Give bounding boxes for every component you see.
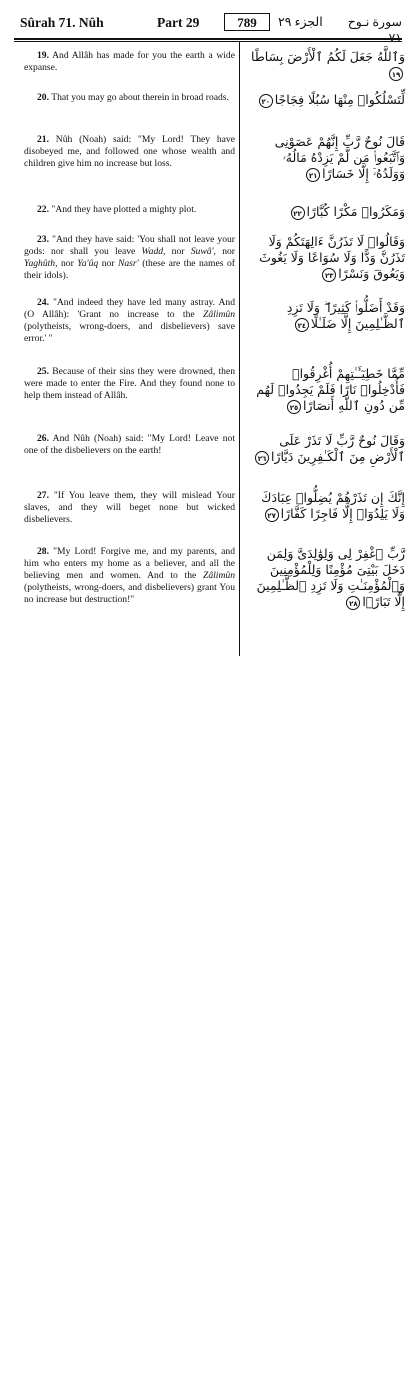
surah-title: Sûrah 71. Nûh [20,15,104,30]
arabic-juz-label: الجزء ٢٩ [278,15,323,29]
verse-english: 21. Nûh (Noah) said: "My Lord! They have disobeyed me, and followed one whose wealth and children give him no increase but loss. [24,134,235,169]
header-rule-thin [14,41,402,42]
ayah-number-marker: ٢٤ [295,318,309,332]
verse-english: 24. "And indeed they have led many astray. And (O Allâh): 'Grant no increase to the Zâlimûn (polytheists, wrong-doers, and disbelievers) save error.' " [24,297,235,344]
verse-arabic: إِنَّكَ إِن تَذَرْهُمْ يُضِلُّوا۟ عِبَادَكَ وَلَا يَلِدُوٓا۟ إِلَّا فَاجِرًا كَفَّارًا٢٧ [261,490,405,521]
ayah-number-marker: ٢٧ [265,508,279,522]
ayah-number-marker: ٢١ [306,168,320,182]
verse-english: 22. "And they have plotted a mighty plot. [37,204,197,215]
arabic-surah-title: سورة نـوح [347,15,402,29]
ayah-number-marker: ٢٥ [287,400,301,414]
ayah-number-marker: ٢٠ [259,94,273,108]
verse-arabic: وَقَالُوا۟ لَا تَذَرُنَّ ءَالِهَتَكُمْ وَلَا تَذَرُنَّ وَدًّا وَلَا سُوَاعًا وَلَا يَغُوثَ وَيَعُوقَ وَنَسْرًا٢٣ [259,234,405,281]
verse-english: 28. "My Lord! Forgive me, and my parents, and him who enters my home as a believer, and all the believing men and women. And to the Zâlimûn (polytheists, wrong-doers, and disbelievers) grant You no increase but destruction!" [24,546,235,605]
column-divider [239,41,240,656]
verse-arabic: وَٱللَّهُ جَعَلَ لَكُمُ ٱلْأَرْضَ بِسَاطًا١٩ [251,49,405,79]
ayah-number-marker: ٢٦ [255,451,269,465]
ayah-number-marker: ٢٣ [322,268,336,282]
verse-english: 19. And Allâh has made for you the earth a wide expanse. [24,50,235,73]
verse-english: 25. Because of their sins they were drowned, then were made to enter the Fire. And they found none to help them instead of Allâh. [24,366,235,401]
page-header [14,10,402,36]
verse-arabic: مِّمَّا خَطِيٓـَٔـٰتِهِمْ أُغْرِقُوا۟ فَأُدْخِلُوا۟ نَارًا فَلَمْ يَجِدُوا۟ لَهُم مِّن دُونِ ٱللَّهِ أَنصَارًا٢٥ [256,366,405,413]
verse-arabic: وَمَكَرُوا۟ مَكْرًا كُبَّارًا٢٢ [247,204,405,220]
verse-english: 20. That you may go about therein in broad roads. [37,92,229,103]
ayah-number-marker: ٢٢ [291,206,305,220]
ayah-number-marker: ٢٨ [346,596,360,610]
verse-arabic: قَالَ نُوحٌ رَّبِّ إِنَّهُمْ عَصَوْنِى وَٱتَّبَعُوا۟ مَن لَّمْ يَزِدْهُ مَالُهُۥ وَوَلَدُهُۥٓ إِلَّا خَسَارًا٢١ [274,134,405,181]
verse-arabic: رَّبِّ ٱغْفِرْ لِى وَلِوَٰلِدَىَّ وَلِمَن دَخَلَ بَيْتِىَ مُؤْمِنًا وَلِلْمُؤْمِنِينَ وَٱلْمُؤْمِنَـٰتِ وَلَا تَزِدِ ٱلظَّـٰلِمِينَ إِلَّا تَبَارًۢا٢٨ [256,546,405,609]
verse-arabic: وَقَالَ نُوحٌ رَّبِّ لَا تَذَرْ عَلَى ٱلْأَرْضِ مِنَ ٱلْكَـٰفِرِينَ دَيَّارًا٢٦ [247,433,405,465]
verse-english: 27. "If You leave them, they will mislead Your slaves, and they will beget none but wicked disbelievers. [24,490,235,525]
page-number: 789 [224,13,270,31]
verse-english: 23. "And they have said: 'You shall not leave your gods: nor shall you leave Wadd, nor Suwâ', nor Yaghûth, nor Ya'ûq nor Nasr' (these are the names of their idols). [24,234,235,281]
verse-english: 26. And Nûh (Noah) said: "My Lord! Leave not one of the disbelievers on the earth! [24,433,235,456]
ayah-number-marker: ١٩ [389,67,403,81]
verse-arabic: لِّتَسْلُكُوا۟ مِنْهَا سُبُلًا فِجَاجًا٢٠ [247,92,405,108]
verse-arabic: وَقَدْ أَضَلُّوا۟ كَثِيرًا ۖ وَلَا تَزِدِ ٱلظَّـٰلِمِينَ إِلَّا ضَلَـٰلًا٢٤ [286,300,405,331]
header-rule [14,38,402,40]
part-label: Part 29 [157,15,200,30]
